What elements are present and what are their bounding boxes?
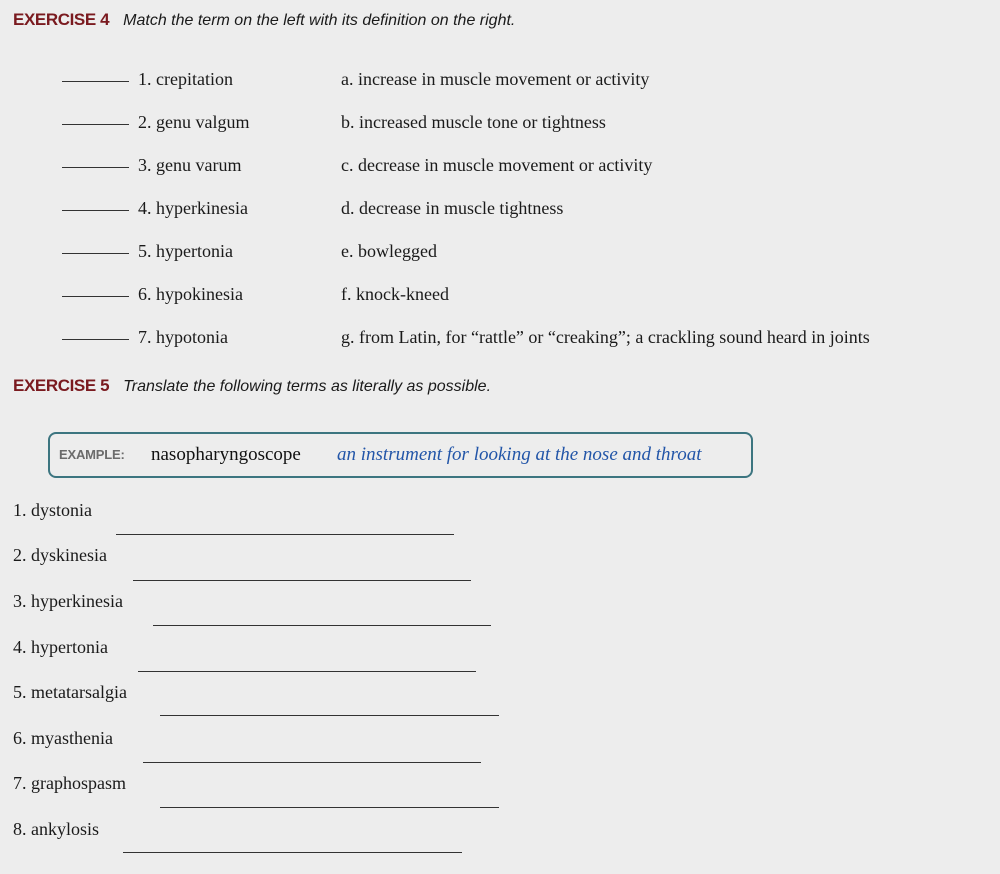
exercise-4-instruction: Match the term on the left with its definition on the right. xyxy=(123,12,516,29)
example-label: EXAMPLE: xyxy=(59,447,125,462)
match-row xyxy=(0,198,1000,222)
example-box xyxy=(48,432,753,478)
match-definition: b. increased muscle tone or tightness xyxy=(341,112,606,132)
answer-line[interactable] xyxy=(160,715,499,716)
match-term: 3. genu varum xyxy=(138,155,242,175)
match-term: 4. hyperkinesia xyxy=(138,198,248,218)
match-term: 1. crepitation xyxy=(138,69,233,89)
match-term: 2. genu valgum xyxy=(138,112,250,132)
translation-term: 4. hypertonia xyxy=(13,637,108,657)
translation-term: 1. dystonia xyxy=(13,500,92,520)
translation-term: 8. ankylosis xyxy=(13,819,100,839)
answer-line[interactable] xyxy=(160,807,499,808)
answer-blank[interactable] xyxy=(62,253,129,254)
match-term: 7. hypotonia xyxy=(138,327,228,347)
exercise-4-label: EXERCISE 4 xyxy=(13,10,110,29)
match-definition: g. from Latin, for “rattle” or “creaking”; a crackling sound heard in joints xyxy=(341,327,870,347)
exercise-5-instruction: Translate the following terms as literally as possible. xyxy=(123,378,492,395)
match-row xyxy=(0,241,1000,265)
answer-line[interactable] xyxy=(153,625,491,626)
match-row xyxy=(0,155,1000,179)
match-definition: e. bowlegged xyxy=(341,241,437,261)
match-row xyxy=(0,284,1000,308)
match-definition: f. knock-kneed xyxy=(341,284,449,304)
answer-blank[interactable] xyxy=(62,296,129,297)
answer-blank[interactable] xyxy=(62,167,129,168)
answer-line[interactable] xyxy=(138,671,476,672)
match-term: 6. hypokinesia xyxy=(138,284,243,304)
exercise-5-header xyxy=(13,376,491,396)
translation-term: 6. myasthenia xyxy=(13,728,113,748)
match-row xyxy=(0,69,1000,93)
match-definition: a. increase in muscle movement or activity xyxy=(341,69,650,89)
answer-blank[interactable] xyxy=(62,339,129,340)
translation-term: 2. dyskinesia xyxy=(13,545,107,565)
match-definition: d. decrease in muscle tightness xyxy=(341,198,564,218)
answer-line[interactable] xyxy=(123,852,462,853)
exercise-5-label: EXERCISE 5 xyxy=(13,376,110,395)
match-term: 5. hypertonia xyxy=(138,241,233,261)
answer-line[interactable] xyxy=(143,762,481,763)
answer-line[interactable] xyxy=(116,534,454,535)
translation-term: 5. metatarsalgia xyxy=(13,682,127,702)
match-row xyxy=(0,112,1000,136)
translation-term: 7. graphospasm xyxy=(13,773,126,793)
answer-blank[interactable] xyxy=(62,81,129,82)
match-row xyxy=(0,327,1000,351)
translation-term: 3. hyperkinesia xyxy=(13,591,123,611)
example-definition: an instrument for looking at the nose and throat xyxy=(337,444,702,465)
answer-blank[interactable] xyxy=(62,124,129,125)
match-definition: c. decrease in muscle movement or activity xyxy=(341,155,653,175)
exercise-4-header xyxy=(13,10,515,30)
answer-blank[interactable] xyxy=(62,210,129,211)
example-term: nasopharyngoscope xyxy=(151,444,301,465)
answer-line[interactable] xyxy=(133,580,471,581)
